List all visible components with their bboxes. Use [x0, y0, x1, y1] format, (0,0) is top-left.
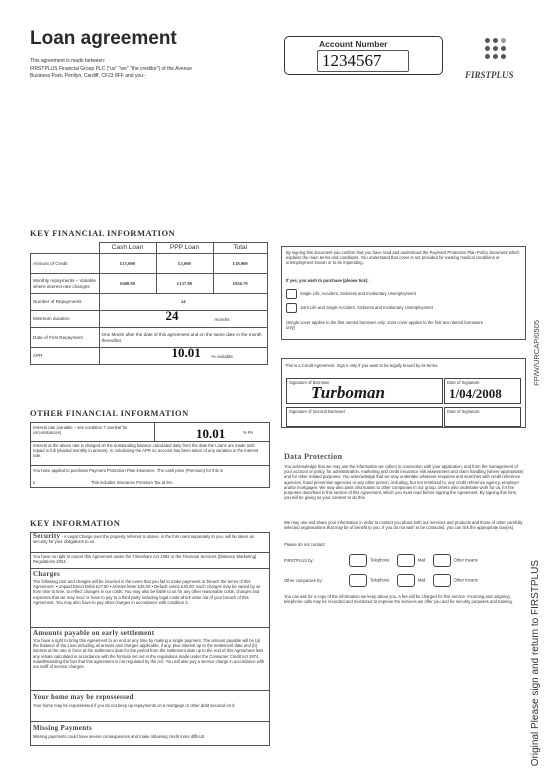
credit-cash: £15,000	[99, 254, 156, 274]
single-cover-checkbox[interactable]	[286, 289, 297, 299]
ppp-tick-prompt: If yes, you wish to purchase (please tick):	[286, 278, 369, 283]
other-financial-box	[30, 422, 270, 488]
other-heading: OTHER FINANCIAL INFORMATION	[30, 408, 189, 418]
credit-ppp: £3,000	[156, 254, 213, 274]
premium-text: You have applied to purchase Payment Protection Plan insurance. The cash price (Premium) for this is	[33, 468, 223, 473]
security-text: - A Legal Charge over the property referred to above, in the form sent separately to you, will be taken as security for your obligations to us.	[33, 534, 254, 545]
row-date-label: Date of First Repayment	[31, 328, 100, 348]
repossess-section	[31, 690, 269, 721]
security-title: Security	[33, 532, 61, 540]
cancel-text: You have no right to cancel this Agreement under the Timeshare Act 1992 or the Financial Services (Distance Marketing) Regulations 2004.	[33, 554, 257, 565]
firstplus-other-label: Other means	[453, 557, 478, 563]
row-credit-label: Amount of Credit	[31, 254, 100, 274]
charges-title: Charges	[33, 570, 60, 578]
ppp-option-single[interactable]	[286, 289, 416, 299]
return-instruction: Original Please sign and return to FIRSTPLUS	[530, 560, 541, 767]
ppp-box	[281, 246, 526, 340]
missing-payments-text: Missing payments could have severe consequences and make obtaining credit more difficult.	[33, 734, 205, 739]
row-monthly-label: Monthly repayments – Variable where interest rate changes	[31, 274, 100, 294]
form-reference: FP/W/URCAP/0505	[532, 320, 541, 386]
other-companies-contact-row	[284, 574, 524, 588]
signature-date-label: Date of Signature	[447, 380, 480, 385]
rate-unit: % PA	[243, 430, 254, 435]
dp-do-not-contact: Please do not contact:	[284, 542, 326, 547]
apr-unit: % variable	[211, 354, 233, 359]
other-companies-label: Other companies by:	[284, 577, 323, 583]
joint-cover-checkbox[interactable]	[286, 303, 297, 313]
charges-section	[31, 568, 269, 627]
row-min-label: Minimum duration	[31, 311, 100, 328]
min-cell	[99, 308, 268, 328]
premium-row	[31, 465, 269, 488]
second-signature-date-label: Date of Signature	[447, 409, 480, 414]
date-text: One Month after the date of this agreement and on the same date in the month thereafter.	[99, 328, 268, 348]
kfi-heading: KEY FINANCIAL INFORMATION	[30, 228, 176, 238]
key-info-box	[30, 532, 270, 746]
min-value: 24	[165, 308, 179, 323]
account-number-label: Account Number	[319, 39, 388, 49]
early-settlement-title: Amounts payable on early settlement	[33, 629, 155, 637]
firstplus-logo-icon	[480, 38, 514, 68]
other-rate-row	[31, 423, 269, 442]
early-settlement-section	[31, 627, 269, 690]
firstplus-mail-label: Mail	[417, 557, 426, 563]
kfi-corner	[31, 243, 100, 254]
repossess-text: Your home may be repossessed if you do not keep up repayments on a mortgage or other debt secured on it.	[33, 703, 236, 708]
other-mail-label: Mail	[417, 577, 426, 583]
rate-label: Interest rate (variable – see condition 7 overleaf for circumstances)	[33, 425, 128, 436]
other-other-label: Other means	[453, 577, 478, 583]
single-cover-label: Single Life, Accident, Sickness and Involuntary Unemployment	[300, 291, 416, 297]
dp-paragraph-2: We may use and share your information in order to contact you about both our services and products and those of other carefully selected organisations that may be of benefit to you. If you do not wish to be contacted, you can tick the appropriate box(es).	[284, 520, 523, 531]
page-title: Loan agreement	[30, 28, 177, 49]
second-signature-date-field[interactable]	[444, 407, 521, 427]
premium-currency: £	[33, 480, 36, 485]
credit-agreement-notice: This is a Credit Agreement. Sign it only if you want to be legally bound by its terms.	[285, 363, 439, 368]
signature-date-field[interactable]	[444, 378, 521, 404]
monthly-total: £826.79	[213, 274, 268, 294]
dp-paragraph-3: You can ask for a copy of the information we keep about you. A fee will be charged for this service. Incoming and outgoing telephone calls may be recorded and monitored to improve the services we offer you and for security purposes and training.	[284, 594, 513, 605]
col-ppp: PPP Loan	[156, 243, 213, 254]
col-total: Total	[213, 243, 268, 254]
firstplus-other-checkbox[interactable]	[433, 554, 451, 567]
credit-total: £18,000	[213, 254, 268, 274]
intro-line-1: This agreement is made between:	[30, 58, 106, 64]
signature-panel	[281, 358, 526, 428]
account-number-box	[284, 36, 443, 75]
signature-date: 1/04/2008	[449, 386, 502, 401]
firstplus-telephone-checkbox[interactable]	[349, 554, 367, 567]
other-telephone-label: Telephone	[370, 577, 390, 583]
other-telephone-checkbox[interactable]	[349, 574, 367, 587]
joint-cover-label: Joint Life and Single Accident, Sickness and Involuntary Unemployment	[300, 305, 433, 311]
repossess-title: Your home may be repossessed	[33, 693, 134, 701]
kfi-table	[30, 242, 268, 365]
ppp-option-joint[interactable]	[286, 303, 433, 313]
other-other-checkbox[interactable]	[433, 574, 451, 587]
num-value: 24	[99, 294, 268, 311]
ppp-text: By signing this document you confirm that you have read and understood the Payment Protection Plan Policy document which explains the main terms and conditions. You understand that cover is not provided for existing medical conditions or unemployment known or to be impending.	[286, 250, 520, 266]
firstplus-by-label: FIRSTPLUS by:	[284, 557, 314, 563]
data-protection-heading: Data Protection	[284, 452, 343, 461]
row-num-label: Number of Repayments	[31, 294, 100, 311]
rate-value: 10.01	[196, 426, 226, 441]
second-borrower-signature-field[interactable]	[286, 407, 443, 427]
missing-payments-title: Missing Payments	[33, 724, 93, 732]
interest-explanation: Interest at the above rate is charged on the outstanding balance calculated daily from the date the Loans are made until repaid in full (divided monthly in arrears). In calculating the APR no account has been taken of any variation in the interest rate.	[33, 443, 259, 459]
premium-tax-note: This includes Insurance Premium Tax at 5%.	[91, 480, 174, 485]
firstplus-telephone-label: Telephone	[370, 557, 390, 563]
intro-line-3: Business Park, Penllyn, Cardiff, CF23 8FF and you:-	[30, 73, 147, 79]
firstplus-contact-row	[284, 554, 524, 568]
monthly-ppp: £137.80	[156, 274, 213, 294]
charges-text: The following cost and charges will be incurred in the event that you fail to make payments or breach the terms of this Agreement: • Unpaid Direct Debit £27.50 • Arrears letter £25.00 • Default notice £40.00. Such charges may be varied by us from time to time, to reflect changes in our costs. You may also be liable to us for any other reasonable costs, charges and expenses that we may incur or have to pay to a third party including legal costs which arise out of your breach of this Agreement. You may also have to pay other charges in accordance with condition 3.	[33, 579, 261, 605]
early-settlement-text: You have a right to bring this Agreement to an end at any time by making a single payment. The amount payable will be (a) the balance of the Loan including all arrears and charges applicable, if any, plus interest up to the settlement date and (b) interest at the rate in force at the settlement date for the period from the settlement date up to the end of this Agreement less any rebate calculated in accordance with the formula set out in the regulations made under the Consumer Credit Act 1974, notwithstanding the fact that this agreement is not regulated by the Act. You will also pay a service charge in accordance with our tariff of service charges.	[33, 638, 265, 670]
second-borrower-signature-label: Signature of Second Borrower	[289, 409, 346, 414]
ppp-note: (Single cover applies to the first named borrower only; Joint cover applies to the first two named borrowers only)	[286, 320, 483, 331]
other-mail-checkbox[interactable]	[397, 574, 415, 587]
apr-value: 10.01	[171, 345, 201, 360]
borrower-signature-label: Signature of Borrower	[289, 380, 330, 385]
account-number-text: 1234567	[322, 51, 382, 70]
row-apr-label: APR	[31, 348, 100, 365]
firstplus-mail-checkbox[interactable]	[397, 554, 415, 567]
col-cash: Cash Loan	[99, 243, 156, 254]
security-section	[31, 533, 269, 553]
apr-cell	[99, 345, 268, 365]
min-unit: months	[214, 317, 230, 322]
intro-line-2: FIRSTPLUS Financial Group PLC ("us" "we" "the creditor") of the Avenue	[30, 66, 193, 72]
dp-paragraph-1: You acknowledge that we may use the information we collect in connection with your application, and from the management of your account or policy, for administration, marketing and credit insurance risk assessment and claim handling (where appropriate) and for other related purposes. You acknowledge that we may undertake whatever enquiries and searches with credit reference agencies, fraud prevention agencies or any other person, including, but not restricted to, any credit reference agency, employer and/or mortgagee. We may also pass information to other companies in our group, others who undertake work for us, for the purposes described in this section of this Agreement, which you must read before signing the Agreement. By signing this form, you will be giving us your consent to do this.	[284, 464, 524, 501]
borrower-signature-field[interactable]	[286, 378, 443, 404]
account-number-value	[317, 50, 409, 72]
monthly-cash: £688.99	[99, 274, 156, 294]
missing-payments-section	[31, 721, 269, 746]
borrower-signature: Turboman	[311, 383, 386, 402]
key-heading: KEY INFORMATION	[30, 518, 121, 528]
brand-name: FIRSTPLUS	[465, 70, 514, 80]
